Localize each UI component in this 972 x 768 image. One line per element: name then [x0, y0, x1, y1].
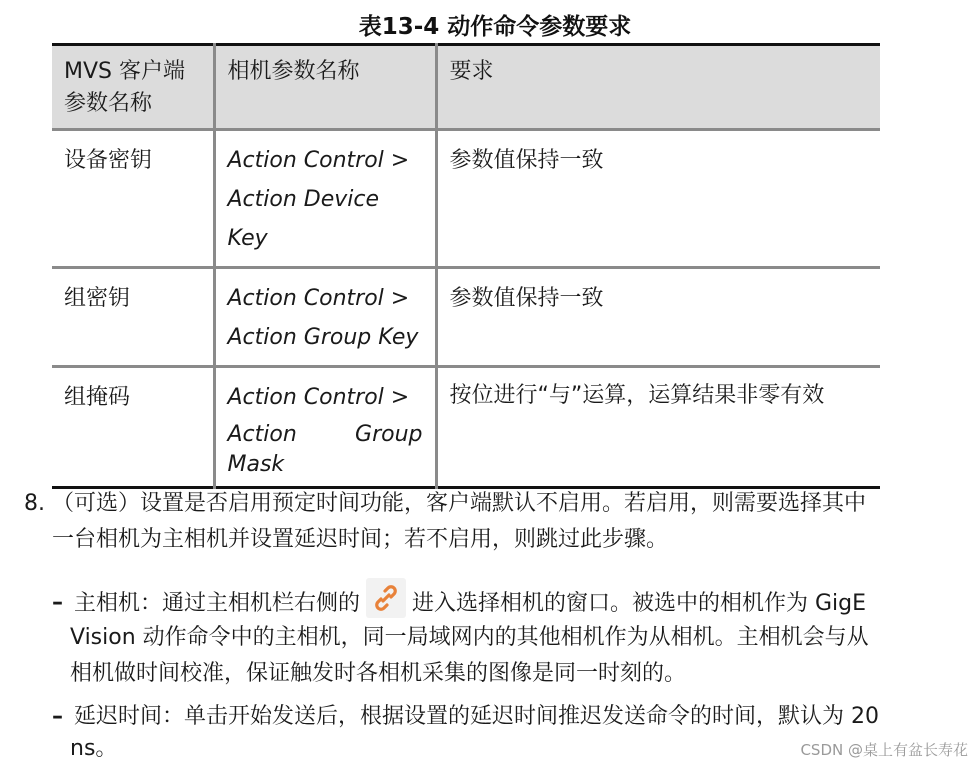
camera-param-line: Action Control > — [227, 385, 410, 410]
cell-requirement: 参数值保持一致 — [436, 268, 880, 367]
bullet-delay-time-line-2: ns。 — [70, 736, 118, 761]
camera-param-line: Action Device Key — [227, 187, 380, 251]
header-requirement: 要求 — [436, 45, 880, 130]
step-number: 8. — [24, 491, 45, 516]
camera-param-line: Mask — [227, 452, 285, 477]
bullet-master-camera-line-3: 相机做时间校准，保证触发时各相机采集的图像是同一时刻的。 — [70, 661, 687, 686]
link-icon — [366, 578, 406, 618]
camera-param-line: Action Group Key — [227, 325, 419, 350]
link-icon-graphic — [366, 578, 406, 618]
header-mvs-param: MVS 客户端 参数名称 — [52, 45, 214, 130]
cell-mvs-param: 组密钥 — [52, 268, 214, 367]
cell-camera-param — [214, 130, 436, 268]
bullet-master-camera-line-1 — [74, 584, 964, 624]
step-8-line-1: （可选）设置是否启用预定时间功能，客户端默认不启用。若启用，则需要选择其中 — [52, 491, 867, 516]
cell-camera-param — [214, 367, 436, 488]
header-camera-param: 相机参数名称 — [214, 45, 436, 130]
camera-param-line: Action Control > — [227, 148, 410, 173]
camera-param-line: Action Control > — [227, 286, 410, 311]
camera-param-word: Group — [355, 422, 423, 447]
cell-mvs-param: 设备密钥 — [52, 130, 214, 268]
table-row — [52, 367, 880, 488]
bullet-text: 进入选择相机的窗口。被选中的相机作为 GigE — [412, 591, 867, 616]
bullet-dash: – — [52, 704, 63, 729]
camera-param-word: Action — [227, 422, 297, 447]
table-row — [52, 268, 880, 367]
table-row — [52, 130, 880, 268]
table-header-row — [52, 45, 880, 130]
cell-camera-param — [214, 268, 436, 367]
csdn-watermark: CSDN @桌上有盆长寿花 — [800, 741, 968, 759]
cell-requirement: 参数值保持一致 — [436, 130, 880, 268]
table-caption: 表13-4 动作命令参数要求 — [358, 14, 632, 40]
bullet-master-camera-line-2: Vision 动作命令中的主相机，同一局域网内的其他相机作为从相机。主相机会与从 — [70, 625, 869, 650]
bullet-dash: – — [52, 590, 63, 615]
camera-param-line — [228, 417, 423, 452]
cell-mvs-param: 组掩码 — [64, 385, 131, 410]
bullet-delay-time-line-1: 延迟时间：单击开始发送后，根据设置的延迟时间推迟发送命令的时间，默认为 20 — [74, 704, 879, 729]
cell-requirement: 按位进行“与”运算，运算结果非零有效 — [436, 367, 880, 488]
action-command-params-table — [52, 43, 880, 489]
bullet-text: 主相机：通过主相机栏右侧的 — [74, 591, 361, 616]
step-8-line-2: 一台相机为主相机并设置延迟时间；若不启用，则跳过此步骤。 — [52, 527, 669, 552]
